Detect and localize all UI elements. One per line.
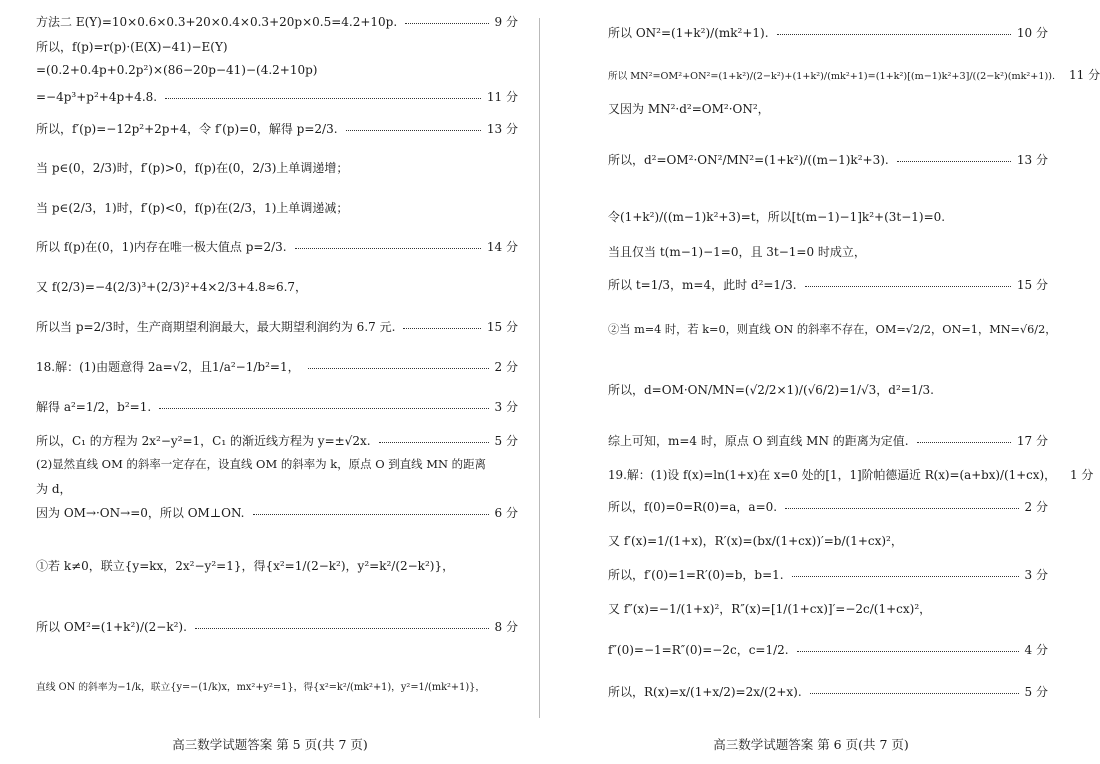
score-marker: 5 分 [1024, 685, 1048, 699]
score-marker: 17 分 [1016, 434, 1048, 448]
answer-text: 所以当 p=2/3时，生产商期望利润最大，最大期望利润约为 6.7 元. [36, 320, 396, 334]
answer-text: 当且仅当 t(m−1)−1=0，且 3t−1=0 时成立， [608, 245, 866, 259]
answer-text: 所以，f′(0)=1=R′(0)=b，b=1. [608, 568, 784, 582]
answer-text: =(0.2+0.4p+0.2p²)×(86−20p−41)−(4.2+10p) [36, 63, 318, 77]
score-marker: 5 分 [494, 434, 518, 448]
score-marker: 2 分 [494, 360, 518, 374]
answer-line [542, 498, 1080, 515]
answer-text: 所以 MN²=OM²+ON²=(1+k²)/(2−k²)+(1+k²)/(mk²+1)=(1+k²)[(m−1)k²+3]/((2−k²)(mk²+1)). [608, 70, 1056, 82]
answer-line [0, 38, 540, 55]
answer-line [0, 13, 540, 30]
answer-text: 19.解：(1)设 f(x)=ln(1+x)在 x=0 处的[1，1]阶帕德逼近 R(x)=(a+bx)/(1+cx)， [608, 468, 1056, 482]
answer-line [0, 480, 540, 497]
answer-line [542, 566, 1080, 583]
dot-leader [308, 368, 489, 369]
page-6 [542, 0, 1100, 764]
dot-leader [195, 628, 489, 629]
dot-leader [785, 508, 1018, 509]
dot-leader [897, 161, 1011, 162]
answer-line [0, 238, 540, 255]
answer-text: 又因为 MN²·d²=OM²·ON²， [608, 102, 770, 116]
answer-text: 所以 t=1/3，m=4，此时 d²=1/3. [608, 278, 797, 292]
answer-text: ②当 m=4 时，若 k=0，则直线 ON 的斜率不存在，OM=√2/2，ON=1，MN=√6/2， [608, 323, 1057, 336]
answer-line [0, 159, 540, 176]
dot-leader [805, 286, 1011, 287]
dot-leader [792, 576, 1019, 577]
score-marker: 11 分 [1069, 68, 1100, 82]
answer-line [542, 641, 1080, 658]
answer-line [542, 208, 1080, 225]
dot-leader [165, 98, 481, 99]
answer-line [0, 456, 540, 472]
answer-text: =−4p³+p²+4p+4.8. [36, 89, 158, 104]
answer-line [542, 276, 1080, 293]
answer-line [0, 432, 540, 449]
dot-leader [403, 328, 481, 329]
answer-line [0, 618, 540, 635]
answer-line [542, 243, 1080, 260]
score-marker: 13 分 [1016, 153, 1048, 167]
score-marker: 14 分 [486, 240, 518, 254]
answer-text: 当 p∈(0，2/3)时，f′(p)>0，f(p)在(0，2/3)上单调递增； [36, 161, 349, 175]
answer-text: 因为 OM→·ON→=0，所以 OM⊥ON. [36, 506, 245, 520]
score-marker: 13 分 [486, 122, 518, 136]
score-marker: 15 分 [486, 320, 518, 334]
answer-line [0, 278, 540, 295]
answer-line [0, 557, 540, 574]
answer-line [0, 199, 540, 216]
score-marker: 15 分 [1016, 278, 1048, 292]
answer-text: 直线 ON 的斜率为−1/k，联立{y=−(1/k)x，mx²+y²=1}，得{x²=k²/(mk²+1)，y²=1/(mk²+1)}， [36, 682, 486, 693]
score-marker: 11 分 [486, 90, 518, 104]
answer-line [0, 679, 540, 693]
answer-text: 所以，f(0)=0=R(0)=a，a=0. [608, 500, 778, 514]
answer-line [542, 100, 1080, 117]
answer-text: 所以 ON²=(1+k²)/(mk²+1). [608, 26, 769, 40]
answer-text: f″(0)=−1=R″(0)=−2c，c=1/2. [608, 643, 789, 657]
dot-leader [295, 248, 481, 249]
dot-leader [346, 130, 481, 131]
answer-text: ①若 k≠0，联立{y=kx，2x²−y²=1}，得{x²=1/(2−k²)，y²=k²/(2−k²)}， [36, 559, 455, 573]
score-marker: 4 分 [1024, 643, 1048, 657]
answer-text: 所以，d²=OM²·ON²/MN²=(1+k²)/((m−1)k²+3). [608, 153, 889, 167]
answer-text: 所以，d=OM·ON/MN=(√2/2×1)/(√6/2)=1/√3，d²=1/3. [608, 383, 934, 397]
score-marker: 9 分 [494, 15, 518, 29]
answer-text: 令(1+k²)/((m−1)k²+3)=t，所以[t(m−1)−1]k²+(3t−1)=0. [608, 210, 946, 224]
answer-text: 综上可知，m=4 时，原点 O 到直线 MN 的距离为定值. [608, 434, 909, 448]
answer-line [542, 151, 1080, 168]
answer-line [542, 600, 1080, 617]
dot-leader [379, 442, 489, 443]
answer-line [0, 398, 540, 415]
score-marker: 10 分 [1016, 26, 1048, 40]
answer-line [0, 88, 540, 105]
dot-leader [777, 34, 1011, 35]
page-6-footer: 高三数学试题答案 第 6 页(共 7 页) [713, 737, 909, 752]
answer-text: 方法二 E(Y)=10×0.6×0.3+20×0.4×0.3+20p×0.5=4.2+10p. [36, 15, 398, 29]
dot-leader [917, 442, 1011, 443]
answer-line [542, 24, 1080, 41]
answer-line [0, 504, 540, 521]
answer-text: 又 f(2/3)=−4(2/3)³+(2/3)²+4×2/3+4.8≈6.7， [36, 280, 308, 294]
answer-line [542, 532, 1080, 549]
score-marker: 1 分 [1069, 468, 1094, 482]
answer-text: 为 d， [36, 482, 72, 496]
page-divider [539, 18, 540, 718]
answer-text: 又 f″(x)=−1/(1+x)²，R″(x)=[1/(1+cx)]′=−2c/(1+cx)²， [608, 602, 932, 616]
answer-line [542, 466, 1094, 483]
answer-text: 所以 OM²=(1+k²)/(2−k²). [36, 620, 187, 634]
answer-line [542, 66, 1100, 83]
answer-line [0, 63, 540, 77]
score-marker: 2 分 [1024, 500, 1048, 514]
page-5-footer: 高三数学试题答案 第 5 页(共 7 页) [172, 737, 368, 752]
dot-leader [405, 23, 488, 24]
answer-text: 所以，f(p)=r(p)·(E(X)−41)−E(Y) [36, 40, 228, 54]
answer-text: 解得 a²=1/2，b²=1. [36, 400, 152, 414]
answer-text: 18.解：(1)由题意得 2a=√2，且1/a²−1/b²=1， [36, 360, 300, 374]
score-marker: 3 分 [494, 400, 518, 414]
answer-line [542, 683, 1080, 700]
dot-leader [810, 693, 1019, 694]
answer-line [542, 381, 1080, 398]
page-5 [0, 0, 540, 764]
answer-text: 所以，C₁ 的方程为 2x²−y²=1，C₁ 的渐近线方程为 y=±√2x. [36, 434, 371, 448]
answer-line [0, 358, 540, 375]
dot-leader [797, 651, 1019, 652]
answer-text: 又 f′(x)=1/(1+x)，R′(x)=(bx/(1+cx))′=b/(1+cx)²， [608, 534, 903, 548]
dot-leader [253, 514, 489, 515]
dot-leader [159, 408, 488, 409]
score-marker: 8 分 [494, 620, 518, 634]
answer-text: 所以，R(x)=x/(1+x/2)=2x/(2+x). [608, 685, 802, 699]
score-marker: 6 分 [494, 506, 518, 520]
score-marker: 3 分 [1024, 568, 1048, 582]
answer-text: 所以 f(p)在(0，1)内存在唯一极大值点 p=2/3. [36, 240, 287, 254]
answer-text: (2)显然直线 OM 的斜率一定存在，设直线 OM 的斜率为 k，原点 O 到直线 MN 的距离 [36, 457, 486, 471]
answer-text: 所以，f′(p)=−12p²+2p+4，令 f′(p)=0，解得 p=2/3. [36, 122, 338, 136]
answer-line [0, 120, 540, 137]
answer-text: 当 p∈(2/3，1)时，f′(p)<0，f(p)在(2/3，1)上单调递减； [36, 201, 349, 215]
answer-line [542, 432, 1080, 449]
answer-line [0, 318, 540, 335]
answer-line [542, 321, 1080, 337]
